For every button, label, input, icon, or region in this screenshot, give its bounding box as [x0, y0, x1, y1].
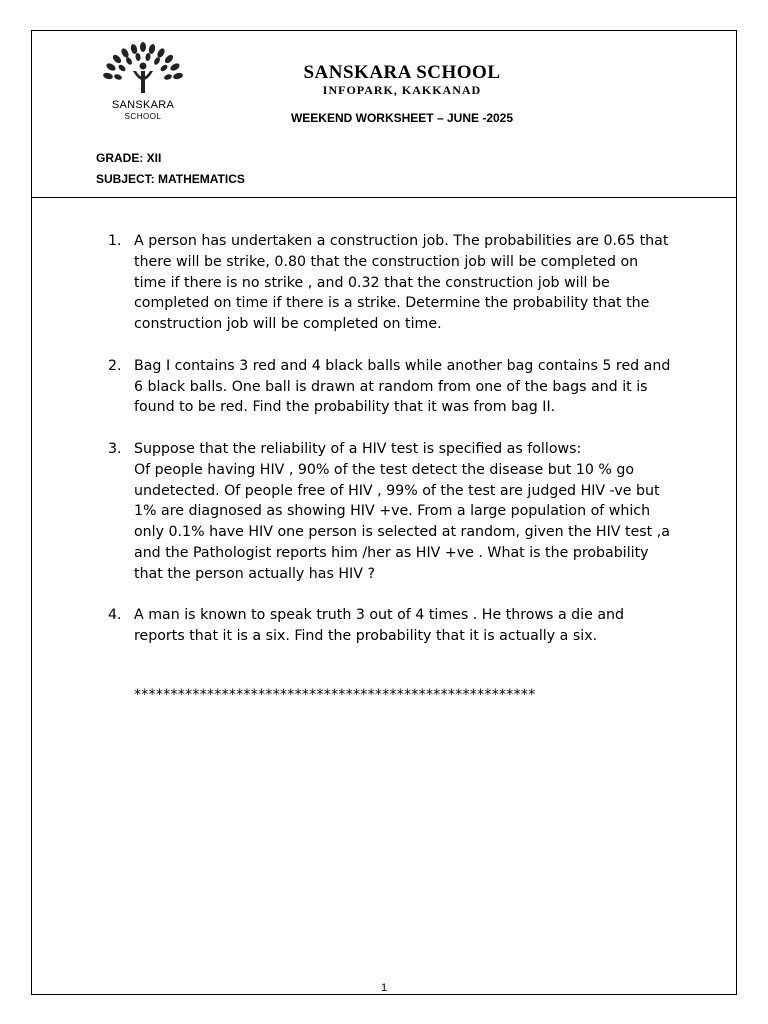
question-text-line: 6 black balls. One ball is drawn at random from one of the bags and it is — [134, 378, 648, 395]
question-text-line: and the Pathologist reports him /her as HIV +ve . What is the probability — [134, 544, 649, 561]
question-number: 2. — [108, 357, 122, 374]
page-number: 1 — [380, 982, 388, 994]
tree-logo-icon — [98, 41, 188, 99]
question-2 — [108, 356, 708, 418]
question-text-line: found to be red. Find the probability that it was from bag II. — [134, 399, 556, 416]
worksheet-title: WEEKEND WORKSHEET – JUNE -2025 — [290, 111, 514, 125]
question-list — [108, 231, 708, 668]
logo-subtext: SCHOOL — [124, 112, 162, 121]
question-text-line: there will be strike, 0.80 that the construction job will be completed on — [134, 253, 639, 270]
subject-label: SUBJECT: MATHEMATICS — [96, 172, 245, 186]
question-text-line: reports that it is a six. Find the probability that it is actually a six. — [134, 628, 598, 645]
question-text-line: 1% are diagnosed as showing HIV +ve. From a large population of which — [134, 503, 651, 520]
question-text-line: Bag I contains 3 red and 4 black balls while another bag contains 5 red and — [134, 357, 671, 374]
question-text-line: construction job will be completed on time. — [134, 316, 442, 333]
school-location: INFOPARK, KAKKANAD — [322, 83, 482, 97]
question-text-line: Suppose that the reliability of a HIV test is specified as follows: — [134, 440, 582, 457]
school-logo — [98, 41, 188, 136]
question-text-line: A person has undertaken a construction job. The probabilities are 0.65 that — [134, 233, 669, 249]
question-text-line: only 0.1% have HIV one person is selected at random, given the HIV test ,a — [134, 524, 670, 541]
header-divider — [32, 197, 736, 198]
question-number: 1. — [108, 233, 122, 249]
school-name: SANSKARA SCHOOL — [303, 62, 501, 83]
grade-label: GRADE: XII — [96, 151, 162, 165]
question-number: 3. — [108, 440, 122, 457]
question-text-line: Of people having HIV , 90% of the test detect the disease but 10 % go — [134, 461, 635, 478]
question-4 — [108, 605, 708, 647]
question-text-line: undetected. Of people free of HIV , 99% of the test are judged HIV -ve but — [134, 482, 660, 499]
page-frame — [31, 30, 737, 995]
question-1 — [108, 231, 708, 335]
end-separator: ******************************************************* — [134, 687, 536, 703]
logo-text: SANSKARA — [111, 99, 175, 111]
question-text-line: A man is known to speak truth 3 out of 4 times . He throws a die and — [134, 607, 625, 624]
question-text-line: time if there is no strike , and 0.32 that the construction job will be — [134, 274, 610, 291]
question-3 — [108, 439, 708, 585]
question-text-line: that the person actually has HIV ? — [134, 565, 375, 582]
question-number: 4. — [108, 607, 122, 624]
question-text-line: completed on time if there is a strike. Determine the probability that the — [134, 295, 650, 312]
